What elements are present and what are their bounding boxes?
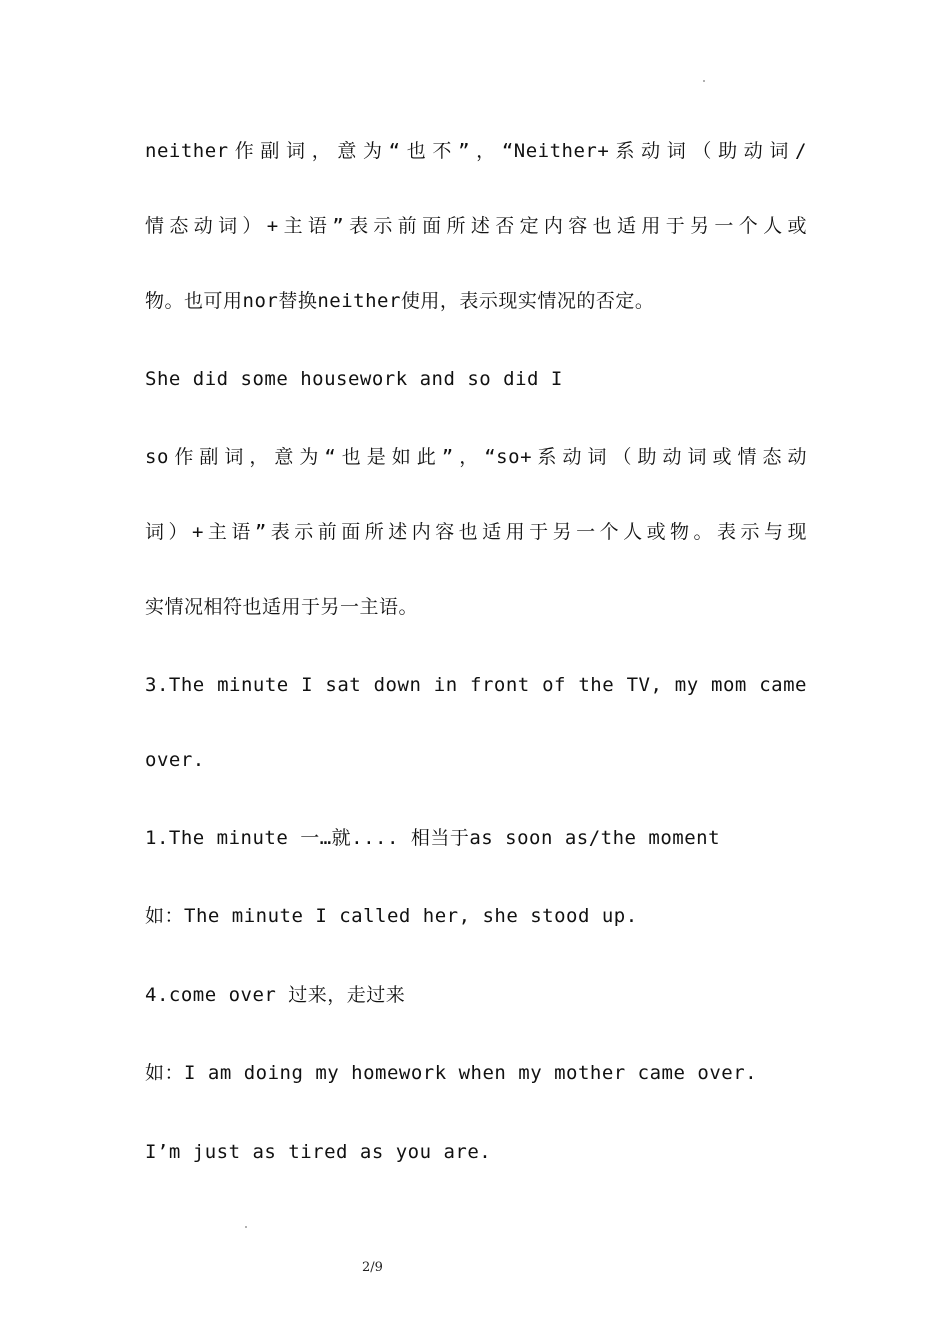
text-line: 如：The minute I called her, she stood up. — [145, 905, 638, 927]
text-line: 实情况相符也适用于另一主语。 — [145, 596, 419, 618]
scan-speck — [245, 1226, 247, 1228]
scan-speck — [703, 80, 705, 82]
text-line: I’m just as tired as you are. — [145, 1141, 492, 1163]
text-line: 4.come over 过来，走过来 — [145, 984, 406, 1006]
text-line: so作副词，意为“也是如此”，“so+系动词（助动词或情态动 — [145, 446, 807, 468]
text-line: 物。也可用nor替换neither使用，表示现实情况的否定。 — [145, 290, 655, 312]
page-number: 2/9 — [362, 1260, 383, 1275]
text-line: 3.The minute I sat down in front of the TV, my mom came — [145, 674, 807, 696]
text-line: 情态动词）+主语”表示前面所述否定内容也适用于另一个人或 — [145, 215, 807, 237]
text-line: She did some housework and so did I — [145, 368, 563, 390]
text-line: 词）+主语”表示前面所述内容也适用于另一个人或物。表示与现 — [145, 521, 807, 543]
text-line: 如：I am doing my homework when my mother came over. — [145, 1062, 758, 1084]
text-line: neither作副词，意为“也不”，“Neither+系动词（助动词/ — [145, 140, 807, 162]
text-line: over. — [145, 749, 205, 771]
text-line: 1.The minute 一…就.... 相当于as soon as/the moment — [145, 827, 721, 849]
